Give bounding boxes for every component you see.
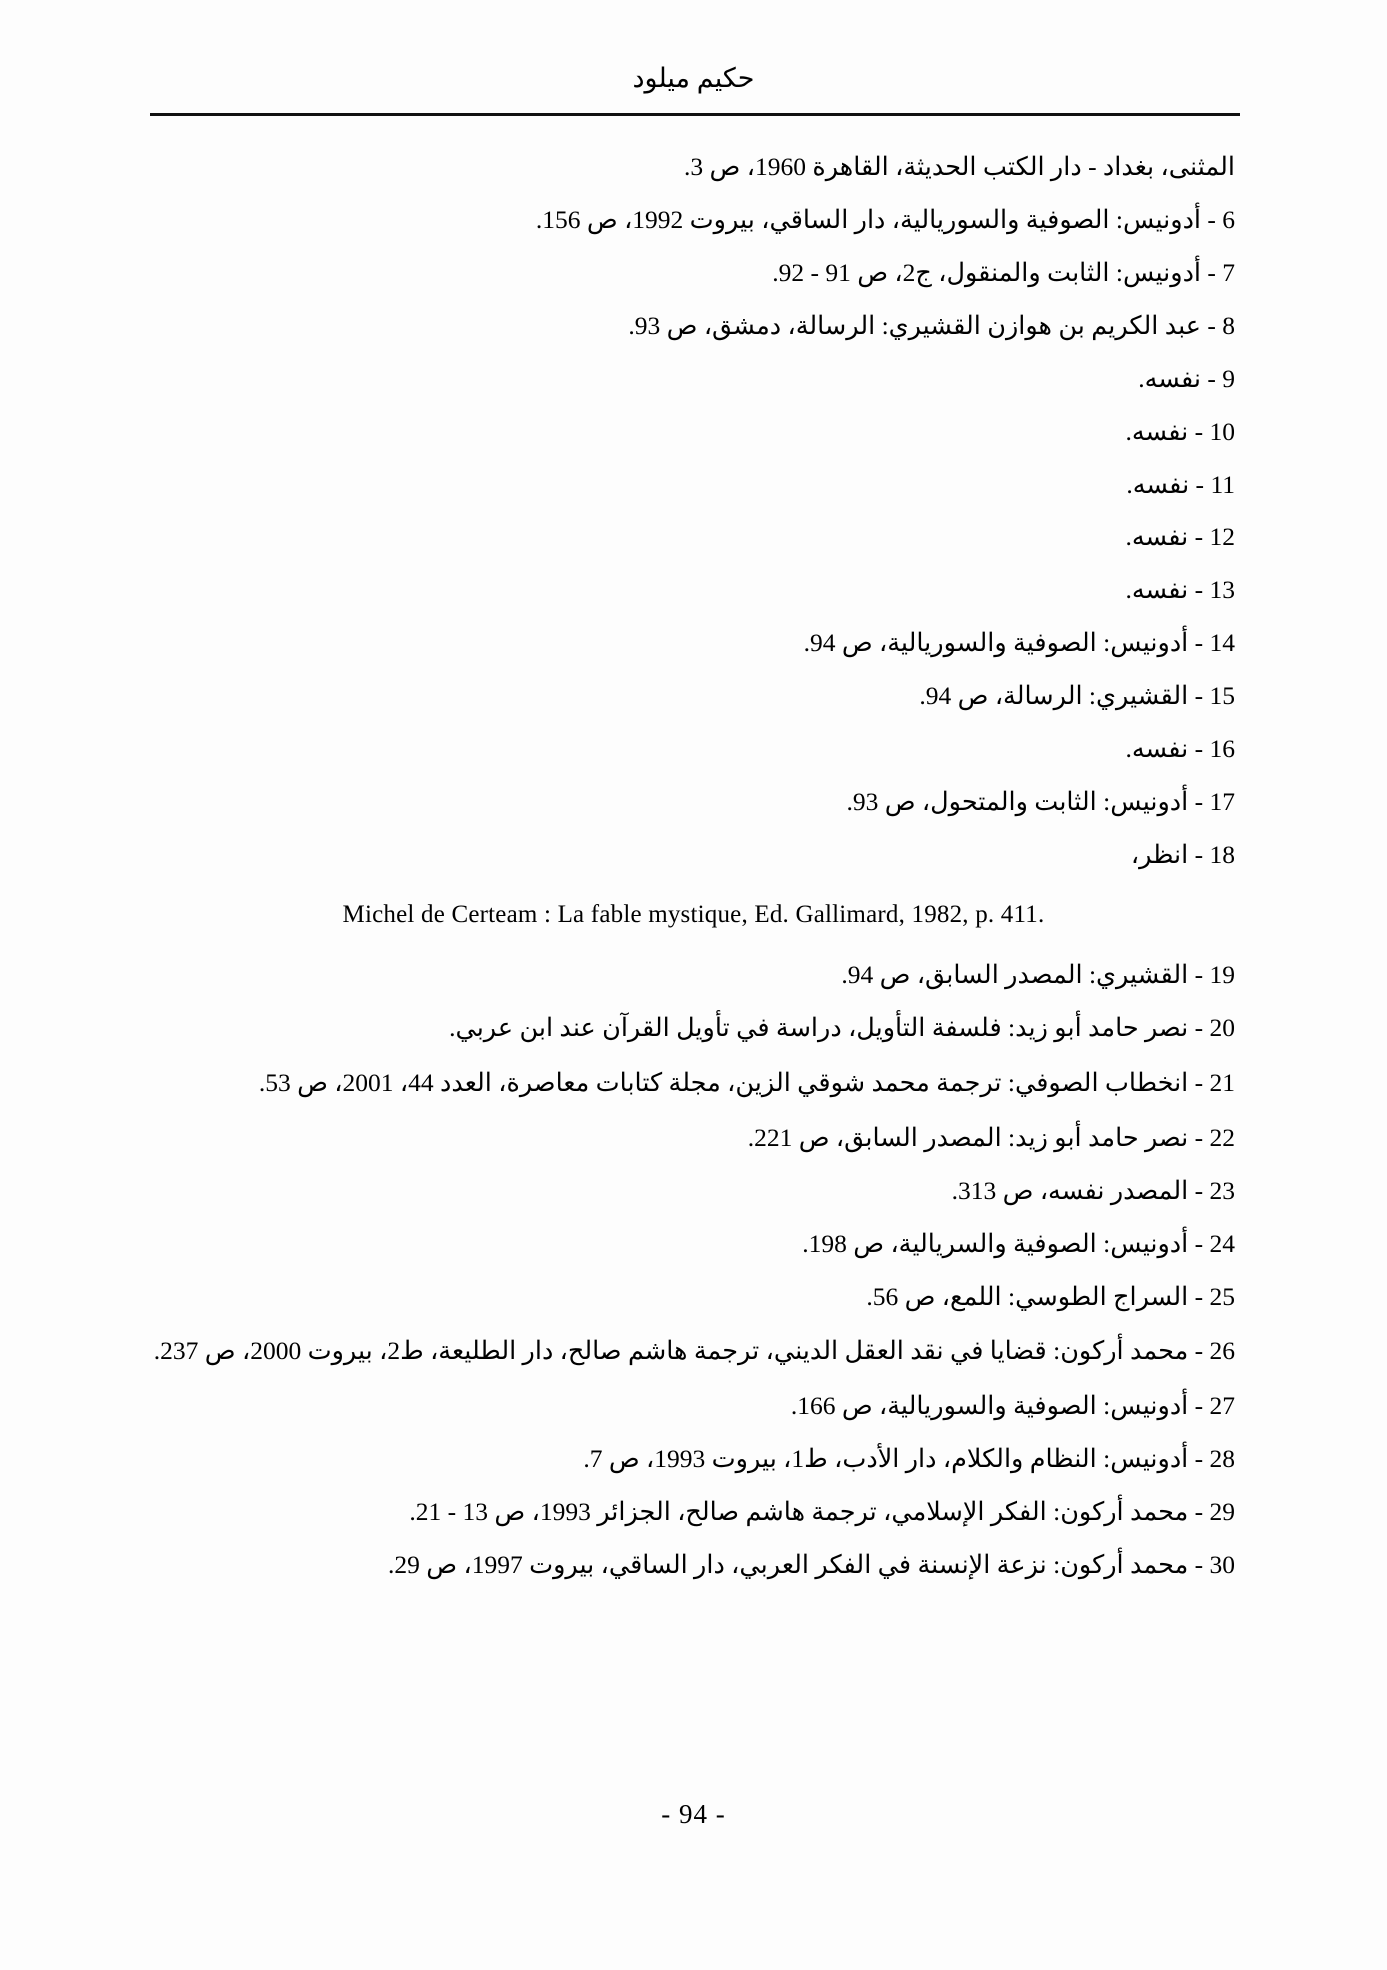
footnote-25: 25 - السراج الطوسي: اللمع، ص 56. xyxy=(866,1281,1235,1311)
footnote-18-source: Michel de Certeam : La fable mystique, Ed. Gallimard, 1982, p. 411. xyxy=(342,901,1045,929)
footnote-11: 11 - نفسه. xyxy=(1126,469,1235,499)
footnote-10: 10 - نفسه. xyxy=(1125,416,1235,446)
footnote-29: 29 - محمد أركون: الفكر الإسلامي، ترجمة هاشم صالح، الجزائر 1993، ص 13 - 21. xyxy=(409,1497,1235,1527)
footnote-21: 21 - انخطاب الصوفي: ترجمة محمد شوقي الزين، مجلة كتابات معاصرة، العدد 44، 2001، ص 53. xyxy=(258,1068,1235,1097)
footnote-18: 18 - انظر، xyxy=(1130,839,1235,869)
footnote-8: 8 - عبد الكريم بن هوازن القشيري: الرسالة، دمشق، ص 93. xyxy=(628,310,1235,340)
footnote-24: 24 - أدونيس: الصوفية والسريالية، ص 198. xyxy=(802,1228,1235,1258)
header-rule xyxy=(150,113,1240,116)
footnote-9: 9 - نفسه. xyxy=(1138,363,1235,393)
footnotes-list xyxy=(152,150,1235,1601)
footnote-17: 17 - أدونيس: الثابت والمتحول، ص 93. xyxy=(846,787,1235,817)
footnote-23: 23 - المصدر نفسه، ص 313. xyxy=(951,1175,1235,1205)
footnote-28: 28 - أدونيس: النظام والكلام، دار الأدب، ط1، بيروت 1993، ص 7. xyxy=(583,1444,1235,1474)
footnote-14: 14 - أدونيس: الصوفية والسوريالية، ص 94. xyxy=(803,628,1235,658)
footnote-27: 27 - أدونيس: الصوفية والسوريالية، ص 166. xyxy=(790,1391,1235,1421)
running-head: حكيم ميلود xyxy=(632,63,755,93)
page-number: - 94 - xyxy=(661,1799,726,1829)
footnote-13: 13 - نفسه. xyxy=(1125,575,1235,605)
footnote-20: 20 - نصر حامد أبو زيد: فلسفة التأويل، دراسة في تأويل القرآن عند ابن عربي. xyxy=(449,1013,1235,1043)
footnote-6: 6 - أدونيس: الصوفية والسوريالية، دار الساقي، بيروت 1992، ص 156. xyxy=(535,204,1235,234)
footnote-7: 7 - أدونيس: الثابت والمنقول، ج2، ص 91 - 92. xyxy=(772,257,1235,287)
footnote-12: 12 - نفسه. xyxy=(1125,522,1235,552)
footnote-26: 26 - محمد أركون: قضايا في نقد العقل الديني، ترجمة هاشم صالح، دار الطليعة، ط2، بيروت 2000، ص 237. xyxy=(153,1336,1235,1366)
footnote-30: 30 - محمد أركون: نزعة الإنسنة في الفكر العربي، دار الساقي، بيروت 1997، ص 29. xyxy=(388,1549,1235,1579)
footnote-19: 19 - القشيري: المصدر السابق، ص 94. xyxy=(841,960,1235,990)
footnote-15: 15 - القشيري: الرسالة، ص 94. xyxy=(919,681,1235,711)
footnote-22: 22 - نصر حامد أبو زيد: المصدر السابق، ص 221. xyxy=(747,1122,1235,1152)
footnote-continuation: المثنى، بغداد - دار الكتب الحديثة، القاهرة 1960، ص 3. xyxy=(684,152,1235,181)
footnote-16: 16 - نفسه. xyxy=(1125,734,1235,764)
